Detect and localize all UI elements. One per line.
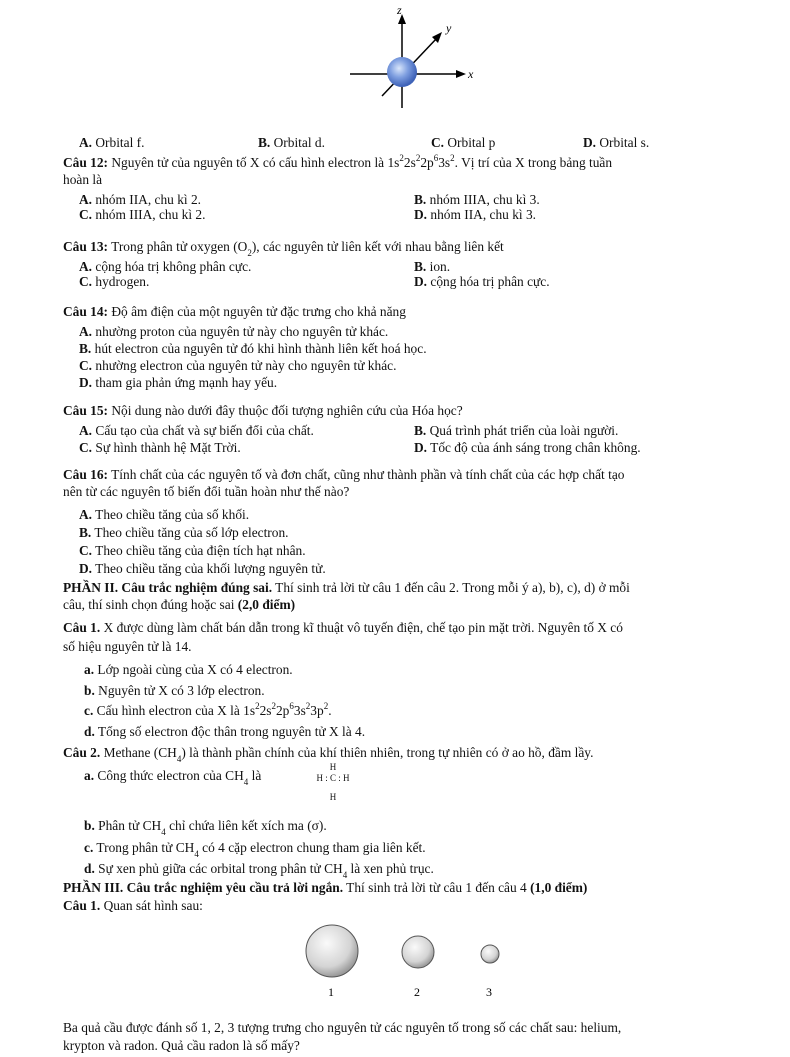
p2q2-item-b: b. Phân tử $CH_4$ chỉ chứa liên kết xích ma (σ). [84,818,327,837]
z-label: z [397,3,402,17]
p2q1-item-d: d. Tổng số electron độc thân trong nguyên tử X là 4. [84,724,366,739]
p2q1-item-c: c. Cấu hình electron của X là $1s^22s^22p^63s^23p^2$. [84,700,332,718]
q16-option-c: C. Theo chiều tăng của điện tích hạt nhân. [79,543,306,558]
q12-option-d: D. nhóm IIA, chu kì 3. [414,207,537,222]
orbital-figure [340,0,490,130]
sphere-label-3: 3 [486,985,492,999]
q16-option-d: D. Theo chiều tăng của khối lượng nguyên tử. [79,561,326,576]
q11-option-d: D. Orbital s. [583,135,650,150]
part2-heading-cont: câu, thí sinh chọn đúng hoặc sai (2,0 điểm) [63,597,296,612]
q14-option-a: A. nhường proton của nguyên tử này cho nguyên tử khác. [79,324,389,339]
p2q2-stem: Câu 2. Methane $(CH_4)$ là thành phần chính của khí thiên nhiên, trong tự nhiên có ở ao hồ, đầm lầy. [63,745,594,764]
lewis-top-h: H [329,762,337,772]
q16-stem: Câu 16: Tính chất của các nguyên tố và đơn chất, cũng như thành phần và tính chất của các hợp chất tạo [63,467,625,482]
q12-stem: Câu 12: Nguyên tử của nguyên tố X có cấu hình electron là $1s^22s^22p^63s^2$. Vị trí của X trong bảng tuần [63,152,613,170]
p2q1-stem-cont: số hiệu nguyên tử là 14. [63,639,192,654]
part2-heading: PHẦN II. Câu trắc nghiệm đúng sai. Thí sinh trả lời từ câu 1 đến câu 2. Trong mỗi ý a), b), c), d) ở mỗi [63,580,630,595]
q14-option-d: D. tham gia phản ứng mạnh hay yếu. [79,375,278,390]
sphere-label-2: 2 [414,985,420,999]
q15-option-d: D. Tốc độ của ánh sáng trong chân không. [414,440,641,455]
q14-option-b: B. hút electron của nguyên tử đó khi hình thành liên kết hoá học. [79,341,427,356]
part3-heading: PHẦN III. Câu trắc nghiệm yêu cầu trả lời ngắn. Thí sinh trả lời từ câu 1 đến câu 4 (1,0 điểm) [63,880,588,895]
p2q1-item-b: b. Nguyên tử X có 3 lớp electron. [84,683,265,698]
q16-option-b: B. Theo chiều tăng của số lớp electron. [79,525,289,540]
q15-option-b: B. Quá trình phát triển của loài người. [414,423,619,438]
q13-option-a: A. cộng hóa trị không phân cực. [79,259,252,274]
sphere-2 [402,936,434,968]
q16-option-a: A. Theo chiều tăng của số khối. [79,507,250,522]
x-label: x [468,67,474,81]
q12-option-a: A. nhóm IIA, chu kì 2. [79,192,202,207]
p2q2-item-a: a. Công thức electron của $CH_4$ là [84,768,262,787]
q14-option-c: C. nhường electron của nguyên tử này cho nguyên tử khác. [79,358,397,373]
q16-stem-cont: nên từ các nguyên tố biến đổi tuần hoàn như thế nào? [63,484,350,499]
p3q1-stem: Câu 1. Quan sát hình sau: [63,898,203,913]
q11-option-c: C. Orbital p [431,135,496,150]
q14-stem: Câu 14: Độ âm điện của một nguyên tử đặc trưng cho khả năng [63,304,406,319]
y-label: y [446,21,452,35]
lewis-middle: H : C : H [316,773,350,783]
q15-option-c: C. Sự hình thành hệ Mặt Trời. [79,440,241,455]
q11-option-a: A. Orbital f. [79,135,145,150]
q15-stem: Câu 15: Nội dung nào dưới đây thuộc đối tượng nghiên cứu của Hóa học? [63,403,463,418]
atom-spheres-figure [290,918,510,1008]
p3q1-question: Ba quả cầu được đánh số 1, 2, 3 tượng trưng cho nguyên tử các nguyên tố trong số các chất sau: helium, [63,1020,622,1035]
p2q2-item-d: d. Sự xen phủ giữa các orbital trong phân tử $CH_4$ là xen phủ trục. [84,861,434,880]
p2q2-item-c: c. Trong phân tử $CH_4$ có 4 cặp electron chung tham gia liên kết. [84,840,426,859]
p2q1-item-a: a. Lớp ngoài cùng của X có 4 electron. [84,662,293,677]
p2q1-stem: Câu 1. X được dùng làm chất bán dẫn trong kĩ thuật vô tuyến điện, chế tạo pin mặt trời. Nguyên tố X có [63,620,623,635]
ch4-lewis-structure [303,762,363,810]
q13-stem: Câu 13: Trong phân tử oxygen $(O_2)$, các nguyên tử liên kết với nhau bằng liên kết [63,239,504,258]
sphere-3 [481,945,499,963]
q12-option-b: B. nhóm IIIA, chu kì 3. [414,192,540,207]
q13-option-d: D. cộng hóa trị phân cực. [414,274,550,289]
p3q1-question-cont: krypton và radon. Quả cầu radon là số mấy? [63,1038,300,1053]
q11-option-b: B. Orbital d. [258,135,325,150]
q13-option-c: C. hydrogen. [79,274,150,289]
sphere-1 [306,925,358,977]
q12-stem-cont: hoàn là [63,172,103,187]
x-arrow-icon [456,70,466,78]
sphere-label-1: 1 [328,985,334,999]
q13-option-b: B. ion. [414,259,451,274]
s-orbital-sphere [387,57,417,87]
lewis-bottom-h: H [329,792,337,802]
q12-option-c: C. nhóm IIIA, chu kì 2. [79,207,206,222]
q15-option-a: A. Cấu tạo của chất và sự biến đổi của chất. [79,423,314,438]
